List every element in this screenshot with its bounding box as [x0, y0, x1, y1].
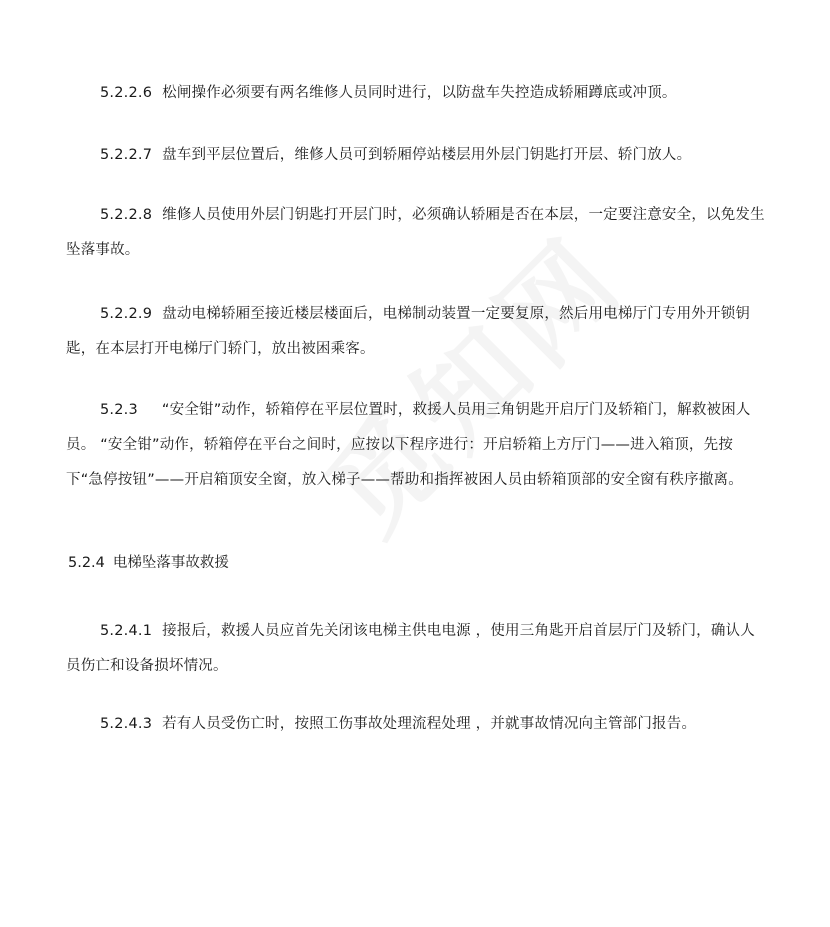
paragraph-5-2-2-6: [66, 76, 766, 111]
clause-number: 5.2.4.1: [100, 623, 153, 639]
clause-text: 接报后，救援人员应首先关闭该电梯主供电电源 ，使用三角匙开启首层厅门及轿门，确认人员伤亡和设备损坏情况。: [66, 623, 755, 674]
clause-number: 5.2.2.6: [100, 85, 153, 101]
paragraph-5-2-3: [66, 393, 766, 498]
clause-text: “安全钳”动作，轿箱停在平层位置时，救援人员用三角钥匙开启厅门及轿箱门，解救被困人员。 “安全钳”动作，轿箱停在平台之间时，应按以下程序进行：开启轿箱上方厅门——进入箱顶，先按下“急停按钮”——开启箱顶安全窗，放入梯子——帮助和指挥被困人员由轿箱顶部的安全窗有秩序撤离。: [66, 402, 751, 488]
clause-number: 5.2.2.9: [100, 306, 153, 322]
clause-number: 5.2.2.7: [100, 147, 153, 163]
clause-text: 若有人员受伤亡时，按照工伤事故处理流程处理 ，并就事故情况向主管部门报告。: [162, 716, 697, 732]
clause-number: 5.2.3: [100, 402, 138, 418]
section-heading-5-2-4: [68, 546, 229, 581]
clause-number: 5.2.4.3: [100, 716, 153, 732]
paragraph-5-2-4-3: [66, 707, 766, 742]
paragraph-5-2-2-7: [66, 138, 766, 173]
clause-text: 盘车到平层位置后，维修人员可到轿厢停站楼层用外层门钥匙打开层、轿门放人。: [162, 147, 692, 163]
clause-number: 5.2.2.8: [100, 207, 153, 223]
clause-text: 盘动电梯轿厢至接近楼层楼面后，电梯制动装置一定要复原，然后用电梯厅门专用外开锁钥匙，在本层打开电梯厅门轿门，放出被困乘客。: [66, 306, 751, 357]
section-number: 5.2.4: [68, 555, 105, 571]
clause-text: 松闸操作必须要有两名维修人员同时进行，以防盘车失控造成轿厢蹲底或冲顶。: [162, 85, 677, 101]
paragraph-5-2-4-1: [66, 614, 766, 684]
paragraph-5-2-2-8: [66, 198, 766, 268]
paragraph-5-2-2-9: [66, 297, 766, 367]
section-title: 电梯坠落事故救援: [112, 555, 229, 571]
clause-text: 维修人员使用外层门钥匙打开层门时，必须确认轿厢是否在本层，一定要注意安全，以免发生坠落事故。: [66, 207, 765, 258]
